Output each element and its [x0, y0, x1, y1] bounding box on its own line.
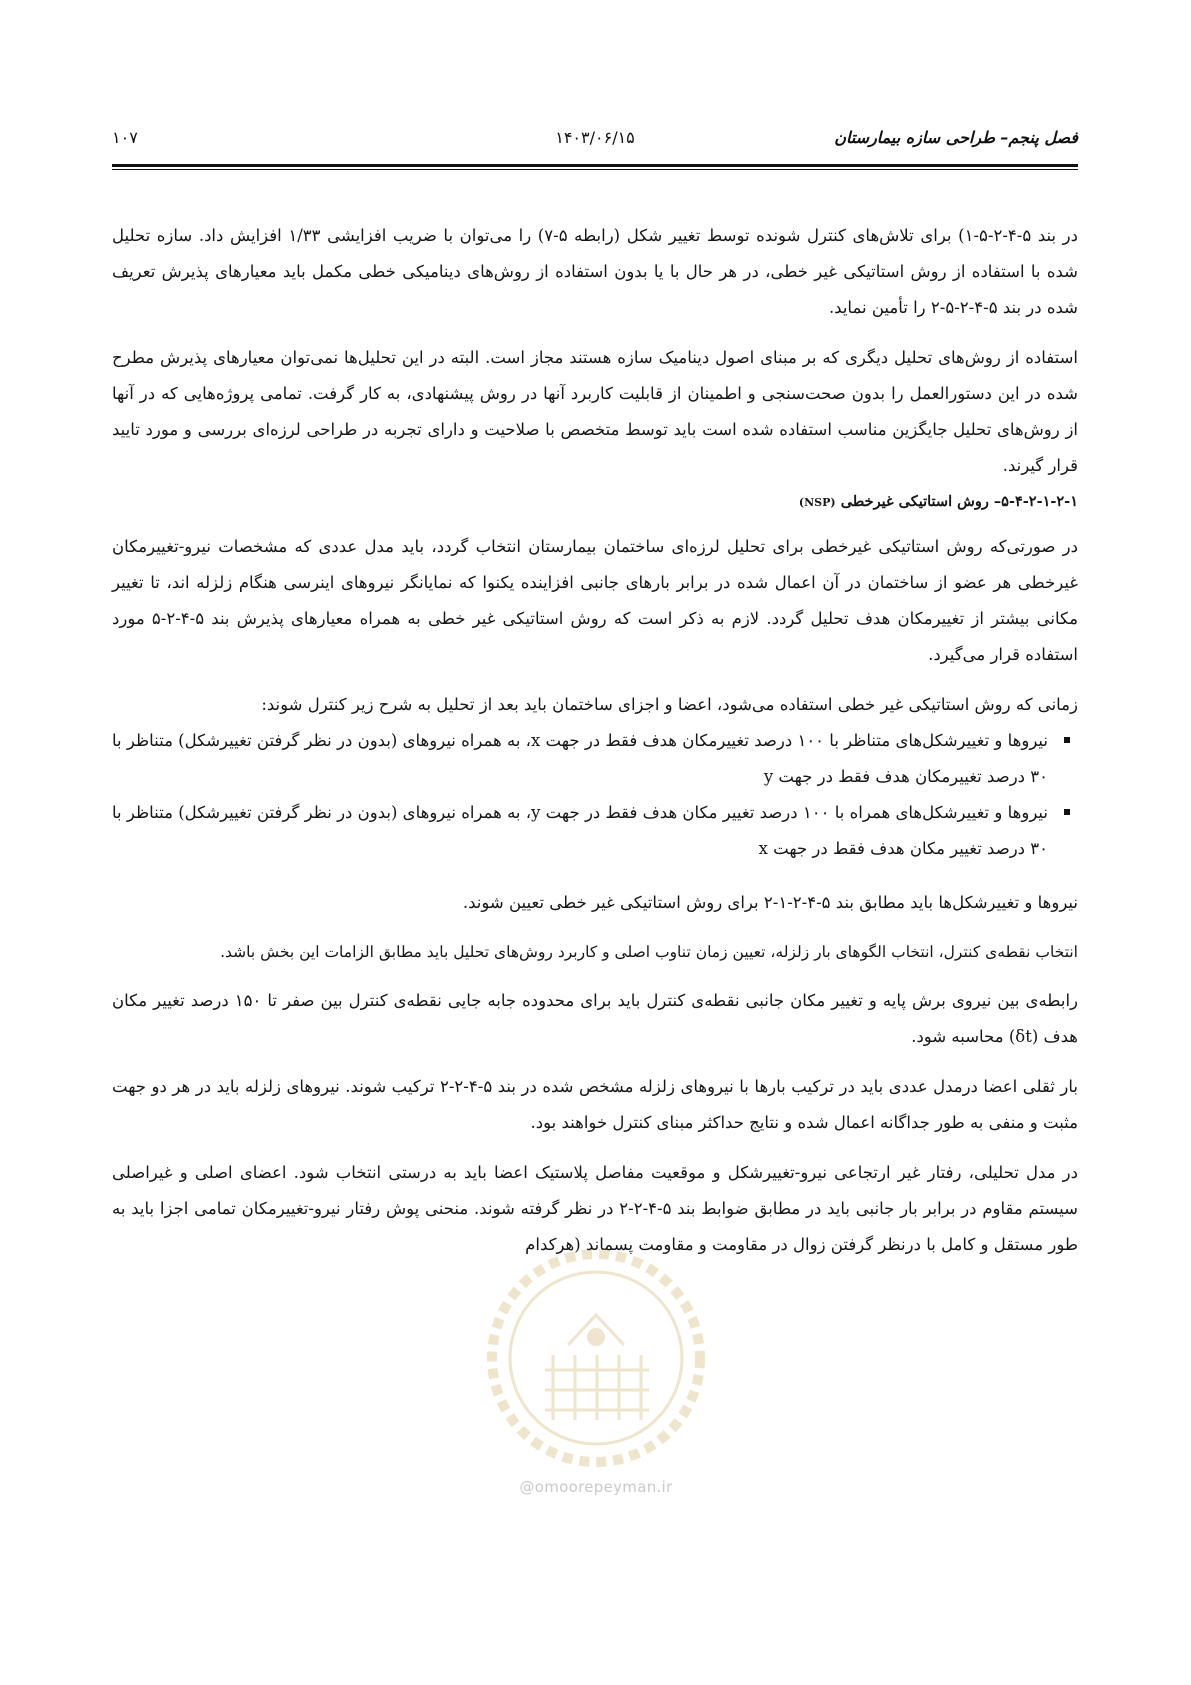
- list-item-text: نیروها و تغییرشکل‌های متناظر با ۱۰۰ درصد تغییرمکان هدف فقط در جهت x، به همراه نیروهای (بدون در نظر گرفتن تغییرشکل) متناظر با ۳۰ درصد تغییرمکان هدف فقط در جهت y: [112, 731, 1049, 786]
- list-item: [112, 795, 1078, 867]
- paragraph: انتخاب نقطه‌ی کنترل، انتخاب الگوهای بار زلزله، تعیین زمان تناوب اصلی و کاربرد روش‌های تحلیل باید مطابق الزامات این بخش باشد.: [220, 943, 1078, 961]
- list-item-text: نیروها و تغییرشکل‌های همراه با ۱۰۰ درصد تغییر مکان هدف فقط در جهت y، به همراه نیروهای (بدون در نظر گرفتن تغییرشکل) متناظر با ۳۰ درصد تغییر مکان هدف فقط در جهت x: [112, 803, 1049, 858]
- header-date: ۱۴۰۳/۰۶/۱۵: [555, 128, 635, 147]
- paragraph: نیروها و تغییرشکل‌ها باید مطابق بند ۵-۴-۲-۱-۲ برای روش استاتیکی غیر خطی تعیین شوند.: [462, 893, 1078, 912]
- paragraph: بار ثقلی اعضا درمدل عددی باید در ترکیب بارها با نیروهای زلزله مشخص شده در بند ۵-۴-۲-۲ ترکیب شوند. نیروهای زلزله باید در هر دو جهت مثبت و منفی به طور جداگانه اعمال شده و نتایج حداکثر مبنای کنترل خواهند بود.: [112, 1077, 1079, 1132]
- header-rule-thin: [112, 169, 1078, 170]
- section-heading-text: ۵-۴-۲-۱-۲-۱– روش استاتیکی غیرخطی: [840, 493, 1078, 510]
- bullet-list: [112, 723, 1078, 867]
- bullet-square-icon: [1064, 809, 1070, 815]
- watermark-url: @omoorepeyman.ir: [519, 1478, 673, 1496]
- paragraph: در مدل تحلیلی، رفتار غیر ارتجاعی نیرو-تغییرشکل و موقعیت مفاصل پلاستیک اعضا باید به درستی انتخاب شود. اعضای اصلی و غیراصلی سیستم مقاوم در برابر بار جانبی باید در مطابق ضوابط بند ۵-۴-۲-۲ در نظر گرفته شوند. منحنی پوش رفتار نیرو-تغییرمکان تمامی اجزا باید به طور مستقل و کامل با درنظر گرفتن زوال در مقاومت و مقاومت پسماند (هرکدام: [112, 1163, 1078, 1254]
- paragraph: استفاده از روش‌های تحلیل دیگری که بر مبنای اصول دینامیک سازه هستند مجاز است. البته در این تحلیل‌ها نمی‌توان معیارهای پذیرش مطرح شده در این دستورالعمل را بدون صحت‌سنجی و اطمینان از قابلیت کاربرد آنها در روش پیشنهادی، به کار گرفت. تمامی پروژه‌هایی که در آنها از روش‌های تحلیل جایگزین مناسب استفاده شده است باید توسط متخصص با صلاحیت و دارای تجربه در طراحی لرزه‌ای بررسی و مورد تایید قرار گیرند.: [112, 348, 1078, 475]
- section-heading: [112, 484, 1078, 521]
- chapter-title: فصل پنجم– طراحی سازه بیمارستان: [834, 128, 1078, 147]
- section-heading-abbr: (NSP): [798, 496, 836, 509]
- bullet-square-icon: [1064, 737, 1070, 743]
- header-rule-thick: [112, 164, 1078, 167]
- document-body: [112, 218, 1078, 1263]
- paragraph: در صورتی‌که روش استاتیکی غیرخطی برای تحلیل لرزه‌ای ساختمان بیمارستان انتخاب گردد، باید مدل عددی که مشخصات نیرو-تغییرمکان غیرخطی هر عضو از ساختمان در آن اعمال شده در برابر بارهای جانبی افزاینده یکنوا که نمایانگر نیروهای اینرسی هنگام زلزله اند، تا تغییر مکانی بیشتر از تغییرمکان هدف تحلیل گردد. لازم به ذکر است که روش استاتیکی غیر خطی به همراه معیارهای پذیرش بند ۵-۴-۲-۵ مورد استفاده قرار می‌گیرد.: [112, 537, 1078, 664]
- paragraph: رابطه‌ی بین نیروی برش پایه و تغییر مکان جانبی نقطه‌ی کنترل باید برای محدوده جابه جایی نقطه‌ی کنترل بین صفر تا ۱۵۰ درصد تغییر مکان هدف (δt) محاسبه شود.: [112, 991, 1078, 1046]
- page-header: [112, 128, 1078, 158]
- paragraph: در بند ۵-۴-۲-۵-۱) برای تلاش‌های کنترل شونده توسط تغییر شکل (رابطه ۵-۷) را می‌توان با ضریب افزایشی ۱/۳۳ افزایش داد. سازه تحلیل شده با استفاده از روش استاتیکی غیر خطی، در هر حال با یا بدون استفاده از روش‌های دینامیکی خطی مکمل باید معیارهای پذیرش تعریف شده در بند ۵-۴-۲-۵-۲ را تأمین نماید.: [112, 226, 1078, 317]
- list-item: [112, 723, 1078, 795]
- page-number: ۱۰۷: [112, 128, 138, 147]
- paragraph: زمانی که روش استاتیکی غیر خطی استفاده می‌شود، اعضا و اجزای ساختمان باید بعد از تحلیل به شرح زیر کنترل شوند:: [261, 695, 1078, 714]
- watermark-logo: [483, 1245, 709, 1471]
